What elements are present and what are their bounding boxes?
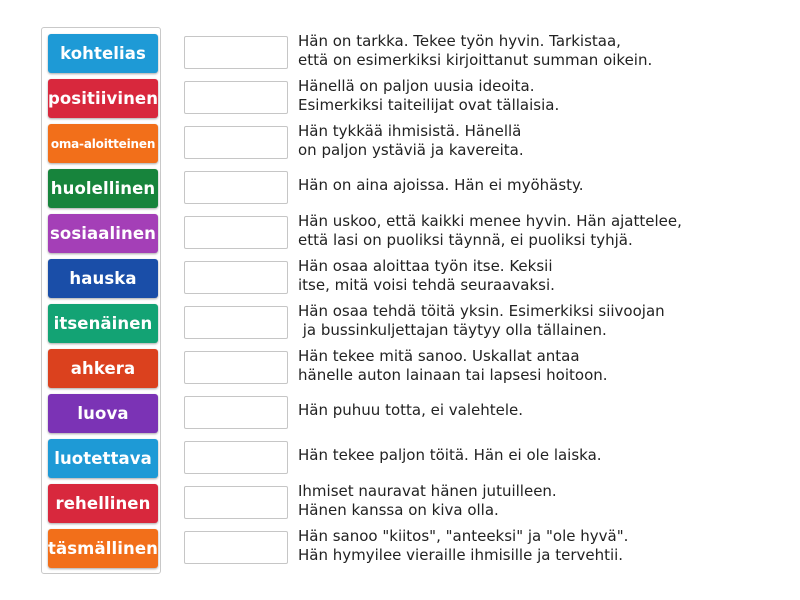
drop-slot[interactable]	[184, 531, 288, 564]
clue-text: Hän osaa tehdä töitä yksin. Esimerkiksi siivoojan ja bussinkuljettajan täytyy olla tällainen.	[298, 302, 665, 339]
clue-text: Hän tekee paljon töitä. Hän ei ole laiska.	[298, 446, 602, 464]
drop-slot[interactable]	[184, 36, 288, 69]
word-tile-tasmallinen[interactable]: täsmällinen	[48, 529, 158, 568]
word-tile-oma-aloitteinen[interactable]: oma-aloitteinen	[48, 124, 158, 163]
word-tile-positiivinen[interactable]: positiivinen	[48, 79, 158, 118]
clue-text: Hänellä on paljon uusia ideoita. Esimerkiksi taiteilijat ovat tällaisia.	[298, 77, 560, 114]
clue-text: Ihmiset nauravat hänen jutuilleen. Hänen kanssa on kiva olla.	[298, 482, 557, 519]
word-tile-huolellinen[interactable]: huolellinen	[48, 169, 158, 208]
clue-text: Hän on tarkka. Tekee työn hyvin. Tarkistaa, että on esimerkiksi kirjoittanut summan oikein.	[298, 32, 653, 69]
word-tile-ahkera[interactable]: ahkera	[48, 349, 158, 388]
drop-slot[interactable]	[184, 126, 288, 159]
drop-slot[interactable]	[184, 396, 288, 429]
word-bank	[41, 27, 161, 574]
clue-text: Hän tekee mitä sanoo. Uskallat antaa hänelle auton lainaan tai lapsesi hoitoon.	[298, 347, 608, 384]
clue-text: Hän on aina ajoissa. Hän ei myöhästy.	[298, 176, 584, 194]
clue-text: Hän tykkää ihmisistä. Hänellä on paljon ystäviä ja kavereita.	[298, 122, 524, 159]
clue-text: Hän puhuu totta, ei valehtele.	[298, 401, 524, 419]
drop-slot[interactable]	[184, 306, 288, 339]
clue-text: Hän sanoo "kiitos", "anteeksi" ja "ole hyvä". Hän hymyilee vieraille ihmisille ja tervehtii.	[298, 527, 629, 564]
clue-text: Hän uskoo, että kaikki menee hyvin. Hän ajattelee, että lasi on puoliksi täynnä, ei puoliksi tyhjä.	[298, 212, 682, 249]
drop-slot[interactable]	[184, 441, 288, 474]
word-tile-itsenainen[interactable]: itsenäinen	[48, 304, 158, 343]
word-tile-kohtelias[interactable]: kohtelias	[48, 34, 158, 73]
drop-slot[interactable]	[184, 171, 288, 204]
word-tile-hauska[interactable]: hauska	[48, 259, 158, 298]
drop-slot[interactable]	[184, 486, 288, 519]
drop-slot[interactable]	[184, 261, 288, 294]
word-tile-luova[interactable]: luova	[48, 394, 158, 433]
drop-slot[interactable]	[184, 216, 288, 249]
drop-slot[interactable]	[184, 81, 288, 114]
clue-text: Hän osaa aloittaa työn itse. Keksii itse, mitä voisi tehdä seuraavaksi.	[298, 257, 555, 294]
drop-slot[interactable]	[184, 351, 288, 384]
word-tile-sosiaalinen[interactable]: sosiaalinen	[48, 214, 158, 253]
word-tile-luotettava[interactable]: luotettava	[48, 439, 158, 478]
word-tile-rehellinen[interactable]: rehellinen	[48, 484, 158, 523]
